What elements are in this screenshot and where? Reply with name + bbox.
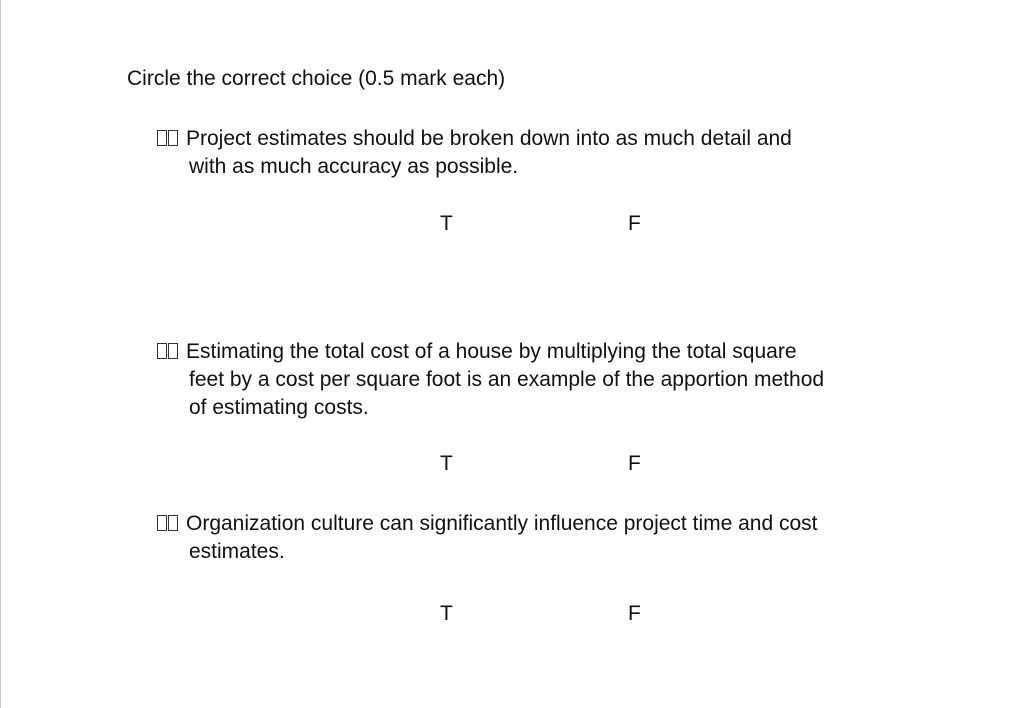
question-2-choice-true[interactable]: T <box>440 452 453 475</box>
question-3-line-2: estimates. <box>189 540 285 563</box>
question-2-choice-false[interactable]: F <box>628 452 641 475</box>
missing-glyph-icon <box>157 338 179 366</box>
question-2 <box>157 338 947 422</box>
question-1 <box>157 125 947 181</box>
page-left-edge <box>0 0 1 708</box>
question-text: Estimating the total cost of a house by multiplying the total square <box>186 340 797 363</box>
question-1-line-1 <box>157 125 947 153</box>
question-text: Organization culture can significantly influence project time and cost <box>186 512 818 535</box>
missing-glyph-icon <box>157 510 179 538</box>
question-2-line-1 <box>157 338 947 366</box>
question-2-line-3: of estimating costs. <box>189 396 369 419</box>
question-3-choice-true[interactable]: T <box>440 602 453 625</box>
question-3-choice-false[interactable]: F <box>628 602 641 625</box>
instructions-heading: Circle the correct choice (0.5 mark each) <box>127 67 506 90</box>
question-text: Project estimates should be broken down into as much detail and <box>186 127 792 150</box>
question-1-line-2: with as much accuracy as possible. <box>189 155 519 178</box>
missing-glyph-icon <box>157 125 179 153</box>
question-1-choice-false[interactable]: F <box>628 212 641 235</box>
question-3 <box>157 510 947 566</box>
question-3-line-1 <box>157 510 947 538</box>
question-2-line-2: feet by a cost per square foot is an example of the apportion method <box>189 368 825 391</box>
question-1-choice-true[interactable]: T <box>440 212 453 235</box>
